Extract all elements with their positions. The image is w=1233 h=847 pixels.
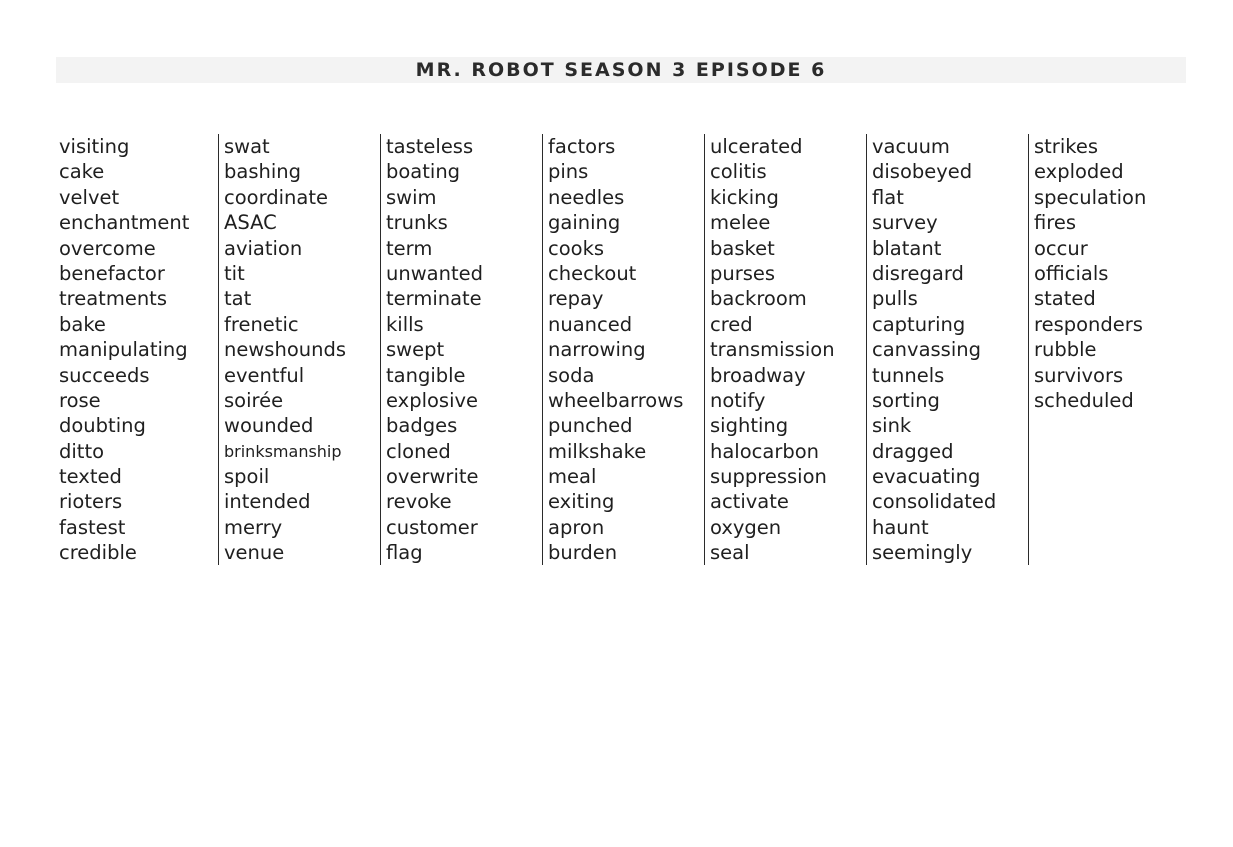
list-item: credible: [59, 541, 137, 565]
list-item: pins: [548, 160, 589, 184]
list-item: cloned: [386, 439, 451, 463]
list-item: suppression: [710, 465, 827, 489]
list-item: sorting: [872, 388, 940, 412]
list-item: canvassing: [872, 338, 981, 362]
list-item: frenetic: [224, 312, 299, 336]
list-item: tit: [224, 261, 245, 285]
list-item: pulls: [872, 287, 918, 311]
list-item: flat: [872, 185, 904, 209]
list-item: cred: [710, 312, 753, 336]
list-item: doubting: [59, 414, 146, 438]
list-item: colitis: [710, 160, 767, 184]
list-item: stated: [1034, 287, 1096, 311]
word-column-4: [542, 134, 704, 565]
list-item: disobeyed: [872, 160, 973, 184]
list-item: haunt: [872, 515, 929, 539]
list-item: seal: [710, 541, 750, 565]
list-item: basket: [710, 236, 775, 260]
word-column-3: [380, 134, 542, 565]
list-item: aviation: [224, 236, 303, 260]
list-item: manipulating: [59, 338, 188, 362]
list-item: rose: [59, 388, 101, 412]
list-item: boating: [386, 160, 461, 184]
list-item: tunnels: [872, 363, 945, 387]
list-item: tasteless: [386, 135, 474, 158]
list-item: soirée: [224, 388, 284, 412]
word-list: [59, 134, 218, 565]
list-item: notify: [710, 388, 766, 412]
list-item: overcome: [59, 236, 156, 260]
list-item: visiting: [59, 135, 130, 158]
list-item: narrowing: [548, 338, 646, 362]
list-item: flag: [386, 541, 423, 565]
word-list: [548, 134, 704, 565]
list-item: coordinate: [224, 185, 329, 209]
list-item: disregard: [872, 261, 964, 285]
list-item: intended: [224, 490, 311, 514]
list-item: gaining: [548, 211, 621, 235]
list-item: officials: [1034, 261, 1109, 285]
list-item: brinksmanship: [224, 441, 342, 461]
list-item: rioters: [59, 490, 123, 514]
list-item: exploded: [1034, 160, 1124, 184]
list-item: vacuum: [872, 135, 950, 158]
list-item: activate: [710, 490, 789, 514]
list-item: burden: [548, 541, 618, 565]
list-item: blatant: [872, 236, 942, 260]
word-column-7: [1028, 134, 1190, 565]
list-item: oxygen: [710, 515, 782, 539]
list-item: terminate: [386, 287, 482, 311]
list-item: evacuating: [872, 465, 981, 489]
list-item: kills: [386, 312, 424, 336]
word-list: [224, 134, 380, 565]
list-item: strikes: [1034, 135, 1098, 158]
list-item: unwanted: [386, 261, 483, 285]
list-item: tangible: [386, 363, 466, 387]
list-item: broadway: [710, 363, 806, 387]
list-item: succeeds: [59, 363, 150, 387]
list-item: ditto: [59, 439, 105, 463]
list-item: enchantment: [59, 211, 190, 235]
list-item: velvet: [59, 185, 120, 209]
word-list: [872, 134, 1028, 565]
list-item: scheduled: [1034, 388, 1134, 412]
list-item: speculation: [1034, 185, 1147, 209]
list-item: kicking: [710, 185, 779, 209]
list-item: badges: [386, 414, 458, 438]
list-item: revoke: [386, 490, 452, 514]
list-item: transmission: [710, 338, 835, 362]
list-item: swat: [224, 135, 270, 158]
list-item: exiting: [548, 490, 615, 514]
word-list: [710, 134, 866, 565]
list-item: fires: [1034, 211, 1077, 235]
list-item: bashing: [224, 160, 302, 184]
list-item: factors: [548, 135, 616, 158]
list-item: eventful: [224, 363, 305, 387]
list-item: merry: [224, 515, 283, 539]
list-item: rubble: [1034, 338, 1097, 362]
list-item: texted: [59, 465, 122, 489]
list-item: explosive: [386, 388, 479, 412]
list-item: overwrite: [386, 465, 479, 489]
word-column-1: [56, 134, 218, 565]
list-item: swept: [386, 338, 445, 362]
list-item: benefactor: [59, 261, 165, 285]
list-item: cooks: [548, 236, 605, 260]
list-item: wounded: [224, 414, 314, 438]
list-item: purses: [710, 261, 776, 285]
vocabulary-columns: [56, 134, 1190, 565]
list-item: tat: [224, 287, 252, 311]
list-item: apron: [548, 515, 605, 539]
word-column-6: [866, 134, 1028, 565]
word-list: [386, 134, 542, 565]
list-item: milkshake: [548, 439, 647, 463]
list-item: ulcerated: [710, 135, 803, 158]
list-item: responders: [1034, 312, 1143, 336]
list-item: consolidated: [872, 490, 997, 514]
list-item: trunks: [386, 211, 448, 235]
list-item: checkout: [548, 261, 637, 285]
list-item: newshounds: [224, 338, 347, 362]
list-item: occur: [1034, 236, 1088, 260]
list-item: nuanced: [548, 312, 633, 336]
list-item: spoil: [224, 465, 270, 489]
list-item: venue: [224, 541, 285, 565]
list-item: backroom: [710, 287, 807, 311]
list-item: bake: [59, 312, 106, 336]
list-item: fastest: [59, 515, 126, 539]
word-column-2: [218, 134, 380, 565]
list-item: survivors: [1034, 363, 1124, 387]
list-item: survey: [872, 211, 938, 235]
list-item: repay: [548, 287, 604, 311]
page-title: MR. ROBOT SEASON 3 EPISODE 6: [415, 59, 827, 81]
list-item: capturing: [872, 312, 966, 336]
title-bar: [56, 57, 1186, 83]
list-item: swim: [386, 185, 437, 209]
list-item: sink: [872, 414, 912, 438]
list-item: ASAC: [224, 211, 277, 235]
word-list: [1034, 134, 1190, 413]
list-item: customer: [386, 515, 478, 539]
list-item: needles: [548, 185, 625, 209]
list-item: term: [386, 236, 433, 260]
list-item: melee: [710, 211, 771, 235]
list-item: sighting: [710, 414, 789, 438]
list-item: wheelbarrows: [548, 388, 684, 412]
list-item: seemingly: [872, 541, 973, 565]
list-item: treatments: [59, 287, 167, 311]
list-item: soda: [548, 363, 595, 387]
list-item: dragged: [872, 439, 954, 463]
list-item: cake: [59, 160, 105, 184]
list-item: punched: [548, 414, 633, 438]
list-item: halocarbon: [710, 439, 820, 463]
word-column-5: [704, 134, 866, 565]
list-item: meal: [548, 465, 597, 489]
